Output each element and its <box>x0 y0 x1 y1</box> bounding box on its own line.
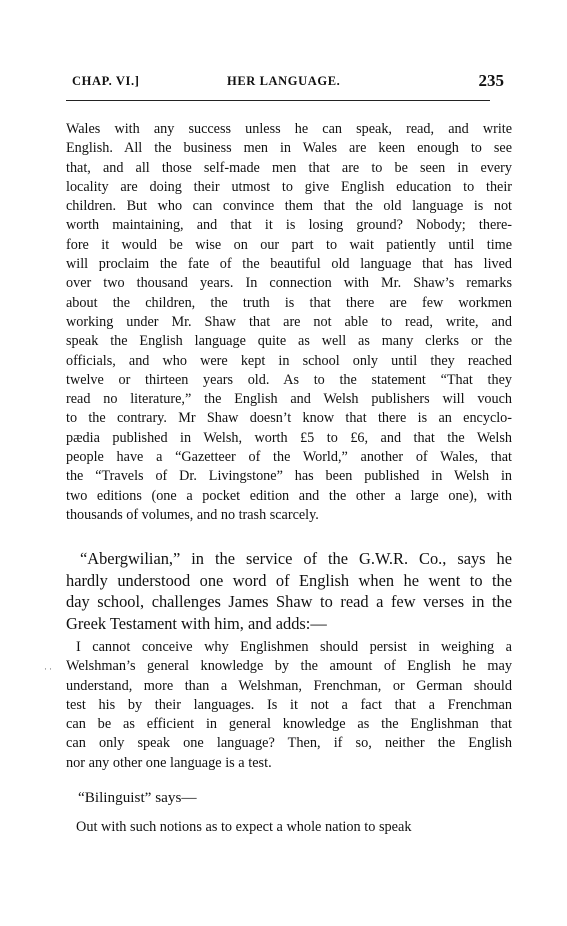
text-line: about the children, the truth is that there are few workmen <box>66 294 512 311</box>
text-line: speak the English language quite as well as many clerks or the <box>66 333 512 350</box>
text-line: officials, and who were kept in school only until they reached <box>66 352 512 369</box>
text-line: people have a “Gazetteer of the World,” another of Wales, that <box>66 449 512 466</box>
text-line: day school, challenges James Shaw to read a few verses in the <box>66 592 512 612</box>
text-line: Out with such notions as to expect a whole nation to speak <box>76 819 412 835</box>
text-line: I cannot conceive why Englishmen should persist in weighing a <box>76 639 512 655</box>
text-line: two editions (one a pocket edition and the other a large one), with <box>66 487 512 504</box>
text-line: can be as efficient in general knowledge as the Englishman that <box>66 716 512 733</box>
text-line: thousands of volumes, and no trash scarcely. <box>66 506 319 523</box>
paragraph-shaw-remarks <box>66 120 512 525</box>
header-rule <box>66 100 490 101</box>
text-line: Greek Testament with him, and adds:— <box>66 613 327 633</box>
text-line: read no literature,” the English and Welsh publishers will vouch <box>66 391 512 408</box>
paragraph-abergwilian <box>66 548 512 634</box>
text-line: worth maintaining, and that it is losing ground? Nobody; there- <box>66 217 512 234</box>
margin-mark: ·· <box>44 664 54 674</box>
text-line: twelve or thirteen years old. As to the statement “That they <box>66 371 512 388</box>
running-title: HER LANGUAGE. <box>227 74 341 88</box>
text-line: working under Mr. Shaw that are not able to read, write, and <box>66 313 512 330</box>
text-line: “Abergwilian,” in the service of the G.W.R. Co., says he <box>80 549 512 568</box>
text-line: children. But who can convince them that the old language is not <box>66 198 512 215</box>
text-line: pædia published in Welsh, worth £5 to £6, and that the Welsh <box>66 429 512 446</box>
text-line: to the contrary. Mr Shaw doesn’t know that there is an encyclo- <box>66 410 512 427</box>
paragraph-bilinguist-quote <box>66 818 512 837</box>
text-line: Welshman’s general knowledge by the amount of English he may <box>66 658 512 675</box>
text-line: understand, more than a Welshman, Frenchman, or German should <box>66 677 512 694</box>
text-line: test his by their languages. Is it not a fact that a Frenchman <box>66 696 512 713</box>
text-line: hardly understood one word of English when he went to the <box>66 570 512 590</box>
running-header <box>72 72 504 92</box>
text-line: “Bilinguist” says— <box>78 789 197 806</box>
text-line: English. All the business men in Wales are keen enough to see <box>66 140 512 157</box>
text-line: Wales with any success unless he can speak, read, and write <box>66 121 512 137</box>
page-number: 235 <box>478 71 504 90</box>
paragraph-bilinguist <box>66 789 512 807</box>
text-line: will proclaim the fate of the beautiful old language that has lived <box>66 256 512 273</box>
text-line: fore it would be wise on our part to wait patiently until time <box>66 236 512 253</box>
paragraph-quote <box>66 638 512 773</box>
text-line: locality are doing their utmost to give English education to their <box>66 178 512 195</box>
text-line: can only speak one language? Then, if so, neither the English <box>66 735 512 752</box>
text-line: the “Travels of Dr. Livingstone” has been published in Welsh in <box>66 468 512 485</box>
chapter-label: CHAP. VI.] <box>72 74 140 88</box>
text-line: nor any other one language is a test. <box>66 754 272 771</box>
text-line: that, and all those self-made men that are to be seen in every <box>66 159 512 176</box>
text-line: over two thousand years. In connection with Mr. Shaw’s remarks <box>66 275 512 292</box>
